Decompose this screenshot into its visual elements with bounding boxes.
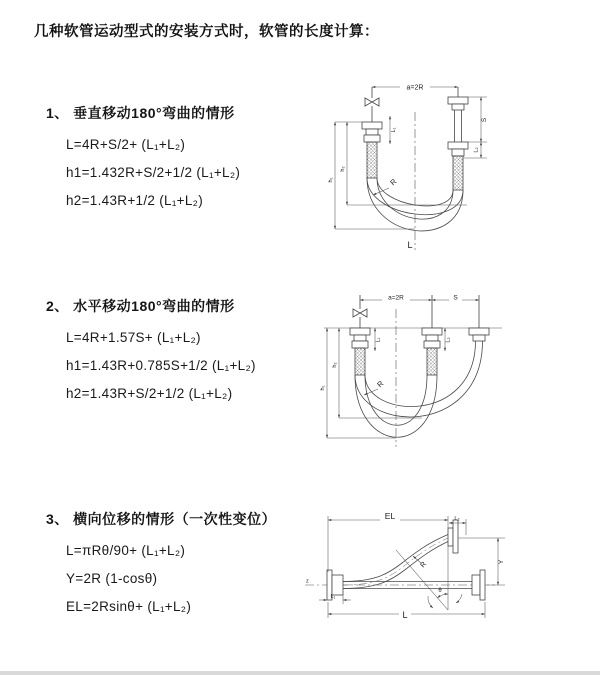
- section-vertical-movement: [46, 103, 240, 215]
- diagram-vertical-180-bend: [315, 72, 573, 264]
- dim-label-l2: L₂: [454, 516, 460, 522]
- dim-label-y: Y: [498, 559, 505, 565]
- formula-line: L=πRθ/90+ (L₁+L₂): [66, 543, 186, 558]
- radius-label: R: [388, 176, 399, 188]
- dim-label-s: S: [453, 294, 458, 302]
- left-braided-hose: [367, 142, 377, 178]
- length-label: L: [407, 240, 413, 250]
- left-flange: [362, 122, 382, 142]
- dim-label-a2r: a=2R: [406, 84, 424, 92]
- dim-label-l1: L₁: [391, 127, 397, 133]
- s-curved-hose: [343, 535, 448, 589]
- dim-label-h2: h₂: [340, 166, 346, 172]
- diagram-horizontal-180-bend: [312, 283, 582, 455]
- diagram-1-svg: [315, 72, 573, 264]
- diagram-2-svg: [312, 283, 582, 455]
- valve-icon: [365, 87, 379, 122]
- dim-label-a2r: a=2R: [388, 294, 404, 302]
- angle-construction: [396, 546, 462, 610]
- right-lower-flange: [448, 142, 468, 156]
- left-flange: [350, 328, 370, 348]
- right-flange: [469, 295, 489, 341]
- section-1-formulas: [66, 131, 240, 215]
- section-2-formulas: [66, 324, 256, 408]
- left-braided-hose: [355, 348, 365, 375]
- section-2-heading: 2、 水平移动180°弯曲的情形: [46, 298, 235, 314]
- middle-braided-hose: [427, 348, 437, 375]
- right-lower-flange: [472, 570, 485, 600]
- page-bottom-edge: [0, 671, 600, 675]
- dim-label-h2: h₂: [332, 362, 338, 368]
- section-1-heading: 1、 垂直移动180°弯曲的情形: [46, 105, 235, 121]
- dimension-lines: [327, 300, 479, 438]
- section-3-heading: 3、 横向位移的情形（一次性变位）: [46, 511, 277, 527]
- radius-label: R: [375, 378, 386, 390]
- right-upper-flange: [448, 87, 468, 142]
- dim-label-s: S: [481, 117, 488, 123]
- dim-label-l2: L₂: [445, 337, 452, 343]
- formula-line: h1=1.43R+0.785S+1/2 (L₁+L₂): [66, 358, 256, 373]
- formula-line: h2=1.43R+1/2 (L₁+L₂): [66, 193, 204, 208]
- formula-line: h2=1.43R+S/2+1/2 (L₁+L₂): [66, 386, 233, 401]
- dim-label-h1: h₁: [320, 385, 326, 391]
- dim-label-h1: h₁: [328, 177, 334, 183]
- dim-label-l2: L₂: [473, 147, 480, 153]
- formula-line: h1=1.432R+S/2+1/2 (L₁+L₂): [66, 165, 241, 180]
- formula-line: EL=2Rsinθ+ (L₁+L₂): [66, 599, 192, 614]
- dim-label-l1: L₁: [330, 594, 336, 600]
- page-title: 几种软管运动型式的安装方式时，软管的长度计算：: [34, 24, 379, 40]
- right-braided-hose: [453, 156, 463, 190]
- diagram-lateral-displacement: [300, 502, 592, 672]
- formula-line: L=4R+1.57S+ (L₁+L₂): [66, 330, 201, 345]
- middle-flange: [422, 295, 442, 348]
- dim-label-l1: L₁: [375, 337, 382, 343]
- hose-u-curves: [355, 341, 483, 437]
- formula-line: Y=2R (1-cosθ): [66, 571, 158, 586]
- diagram-3-svg: [300, 502, 592, 672]
- length-label: L: [402, 610, 408, 620]
- section-horizontal-movement: [46, 296, 256, 408]
- section-lateral-displacement: [46, 509, 276, 621]
- centerline-mark: z: [306, 578, 309, 585]
- angle-label: θ: [438, 588, 442, 594]
- dim-label-el: EL: [384, 511, 396, 521]
- dimension-lines: [319, 516, 505, 618]
- formula-line: L=4R+S/2+ (L₁+L₂): [66, 137, 186, 152]
- upper-right-flange: [448, 520, 458, 553]
- radius-label: R: [419, 560, 429, 570]
- section-3-formulas: [66, 537, 276, 621]
